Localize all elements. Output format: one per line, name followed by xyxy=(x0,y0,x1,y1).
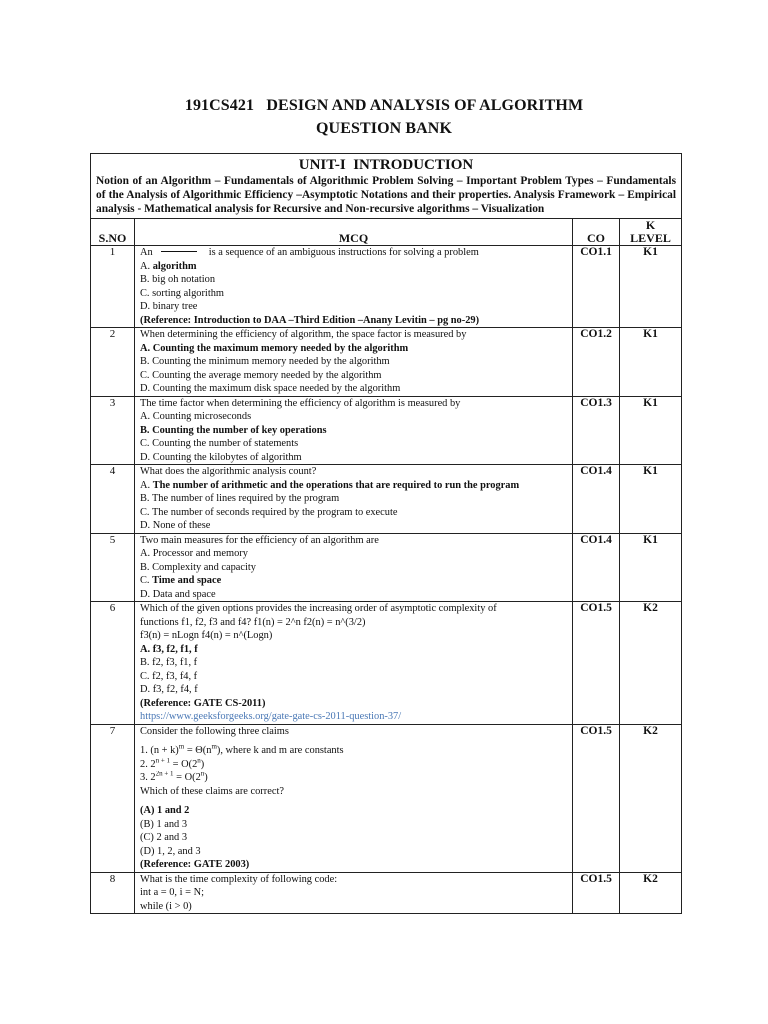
option-a-correct: A. The number of arithmetic and the operations that are required to run the program xyxy=(140,479,520,491)
question-number: 5 xyxy=(91,533,135,602)
knowledge-level: K2 xyxy=(620,724,682,872)
course-title: 191CS421 DESIGN AND ANALYSIS OF ALGORITHM xyxy=(184,97,584,114)
reference: (Reference: Introduction to DAA –Third Edition –Anany Levitin – pg no-29) xyxy=(140,314,480,326)
question-bank-table xyxy=(90,153,682,914)
mcq-header: MCQ xyxy=(135,219,573,246)
option-b: B. Complexity and capacity xyxy=(140,561,257,573)
question-text: Consider the following three claims xyxy=(140,725,289,737)
k-level-header xyxy=(620,219,682,246)
option-c: C. Counting the average memory needed by the algorithm xyxy=(140,369,382,381)
question-number: 6 xyxy=(91,602,135,725)
option-d: D. None of these xyxy=(140,520,211,531)
question-body xyxy=(135,602,573,725)
question-body xyxy=(135,724,573,872)
option-c: C. f2, f3, f4, f xyxy=(140,670,198,682)
question-number: 1 xyxy=(91,246,135,328)
option-c: C. The number of seconds required by the program to execute xyxy=(140,506,398,518)
reference: (Reference: GATE 2003) xyxy=(140,859,250,870)
option-a-correct: A. algorithm xyxy=(140,260,197,272)
question-text: The time factor when determining the efficiency of algorithm is measured by xyxy=(140,397,461,409)
question-text-line3: f3(n) = nLogn f4(n) = n^(Logn) xyxy=(140,630,273,641)
knowledge-level: K2 xyxy=(620,602,682,725)
option-a: A. Processor and memory xyxy=(140,548,248,559)
question-body xyxy=(135,872,573,914)
question-number: 8 xyxy=(91,872,135,914)
unit-row xyxy=(91,154,682,219)
unit-title: UNIT-I INTRODUCTION xyxy=(298,157,474,173)
question-number: 2 xyxy=(91,328,135,397)
k-level-header-line1: K xyxy=(645,218,656,232)
question-number: 7 xyxy=(91,724,135,872)
knowledge-level: K1 xyxy=(620,533,682,602)
option-b-correct: B. Counting the number of key operations xyxy=(140,424,327,436)
option-b: B. Counting the minimum memory needed by the algorithm xyxy=(140,356,390,367)
question-row xyxy=(91,724,682,872)
question-text-line1: Which of the given options provides the increasing order of asymptotic complexity of xyxy=(140,603,497,614)
course-outcome: CO1.4 xyxy=(573,533,620,602)
option-a: A. Counting microseconds xyxy=(140,411,252,422)
option-d: D. f3, f2, f4, f xyxy=(140,684,198,695)
option-d: (D) 1, 2, and 3 xyxy=(140,845,201,857)
option-b: B. The number of lines required by the program xyxy=(140,493,340,504)
option-d: D. binary tree xyxy=(140,301,198,312)
option-b: B. big oh notation xyxy=(140,274,216,285)
course-outcome: CO1.2 xyxy=(573,328,620,397)
option-b: B. f2, f3, f1, f xyxy=(140,657,198,668)
question-row xyxy=(91,533,682,602)
question-row xyxy=(91,872,682,914)
option-c: (C) 2 and 3 xyxy=(140,832,188,843)
question-row xyxy=(91,465,682,534)
course-outcome: CO1.4 xyxy=(573,465,620,534)
knowledge-level: K2 xyxy=(620,872,682,914)
knowledge-level: K1 xyxy=(620,328,682,397)
question-text: What does the algorithmic analysis count? xyxy=(140,466,317,477)
header-row xyxy=(91,219,682,246)
question-body xyxy=(135,396,573,465)
reference: (Reference: GATE CS-2011) xyxy=(140,697,266,709)
question-row xyxy=(91,246,682,328)
question-text: When determining the efficiency of algorithm, the space factor is measured by xyxy=(140,329,467,340)
option-a-correct: (A) 1 and 2 xyxy=(140,805,190,816)
question-text: Two main measures for the efficiency of an algorithm are xyxy=(140,534,379,546)
code-line: while (i > 0) xyxy=(140,900,192,912)
co-header: CO xyxy=(573,219,620,246)
question-text: An is a sequence of an ambiguous instructions for solving a problem xyxy=(140,247,479,258)
question-ask: Which of these claims are correct? xyxy=(140,785,284,797)
question-row xyxy=(91,602,682,725)
question-row xyxy=(91,328,682,397)
option-b: (B) 1 and 3 xyxy=(140,818,188,830)
knowledge-level: K1 xyxy=(620,246,682,328)
course-outcome: CO1.3 xyxy=(573,396,620,465)
claim-2: 2. $2^{n + 1} = O(2^n)$ xyxy=(140,757,205,770)
option-d: D. Counting the kilobytes of algorithm xyxy=(140,451,302,463)
question-number: 3 xyxy=(91,396,135,465)
question-body xyxy=(135,246,573,328)
document-title-block xyxy=(0,94,768,140)
k-level-header-line2: LEVEL xyxy=(630,231,671,245)
blank-line xyxy=(161,251,197,252)
sno-header: S.NO xyxy=(91,219,135,246)
course-outcome: CO1.5 xyxy=(573,724,620,872)
question-number: 4 xyxy=(91,465,135,534)
option-c: C. Counting the number of statements xyxy=(140,438,299,449)
question-text-line2: functions f1, f2, f3 and f4? f1(n) = 2^n f2(n) = n^(3/2) xyxy=(140,616,366,628)
question-body xyxy=(135,328,573,397)
option-c-correct: C. Time and space xyxy=(140,575,222,586)
option-d: D. Data and space xyxy=(140,588,216,600)
knowledge-level: K1 xyxy=(620,465,682,534)
knowledge-level: K1 xyxy=(620,396,682,465)
question-text: What is the time complexity of following code: xyxy=(140,873,338,885)
document-subtitle: QUESTION BANK xyxy=(316,120,452,137)
claim-1: 1. $(n + k)^m = \Theta(n^m)$, where k and m are constants xyxy=(140,744,344,756)
course-outcome: CO1.5 xyxy=(573,602,620,725)
option-a-correct: A. Counting the maximum memory needed by the algorithm xyxy=(140,342,409,354)
option-d: D. Counting the maximum disk space needed by the algorithm xyxy=(140,383,401,394)
course-outcome: CO1.5 xyxy=(573,872,620,914)
unit-description: Notion of an Algorithm – Fundamentals of Algorithmic Problem Solving – Important Problem Types – Fundamentals of the Analysis of Algorithmic Efficiency –Asymptotic Notations and their properties. Analysis Framework – Empirical analysis - Mathematical analysis for Recursive and Non-recursive algorithms – Visualization xyxy=(96,175,676,215)
course-outcome: CO1.1 xyxy=(573,246,620,328)
claim-3: 3. $2^{2n + 1} = O(2^n)$ xyxy=(140,771,208,783)
option-c: C. sorting algorithm xyxy=(140,287,224,299)
option-a-correct: A. f3, f2, f1, f xyxy=(140,643,198,655)
question-body xyxy=(135,533,573,602)
code-line: int a = 0, i = N; xyxy=(140,887,204,898)
question-body xyxy=(135,465,573,534)
reference-link[interactable]: https://www.geeksforgeeks.org/gate-gate-cs-2011-question-37/ xyxy=(140,711,402,722)
question-row xyxy=(91,396,682,465)
